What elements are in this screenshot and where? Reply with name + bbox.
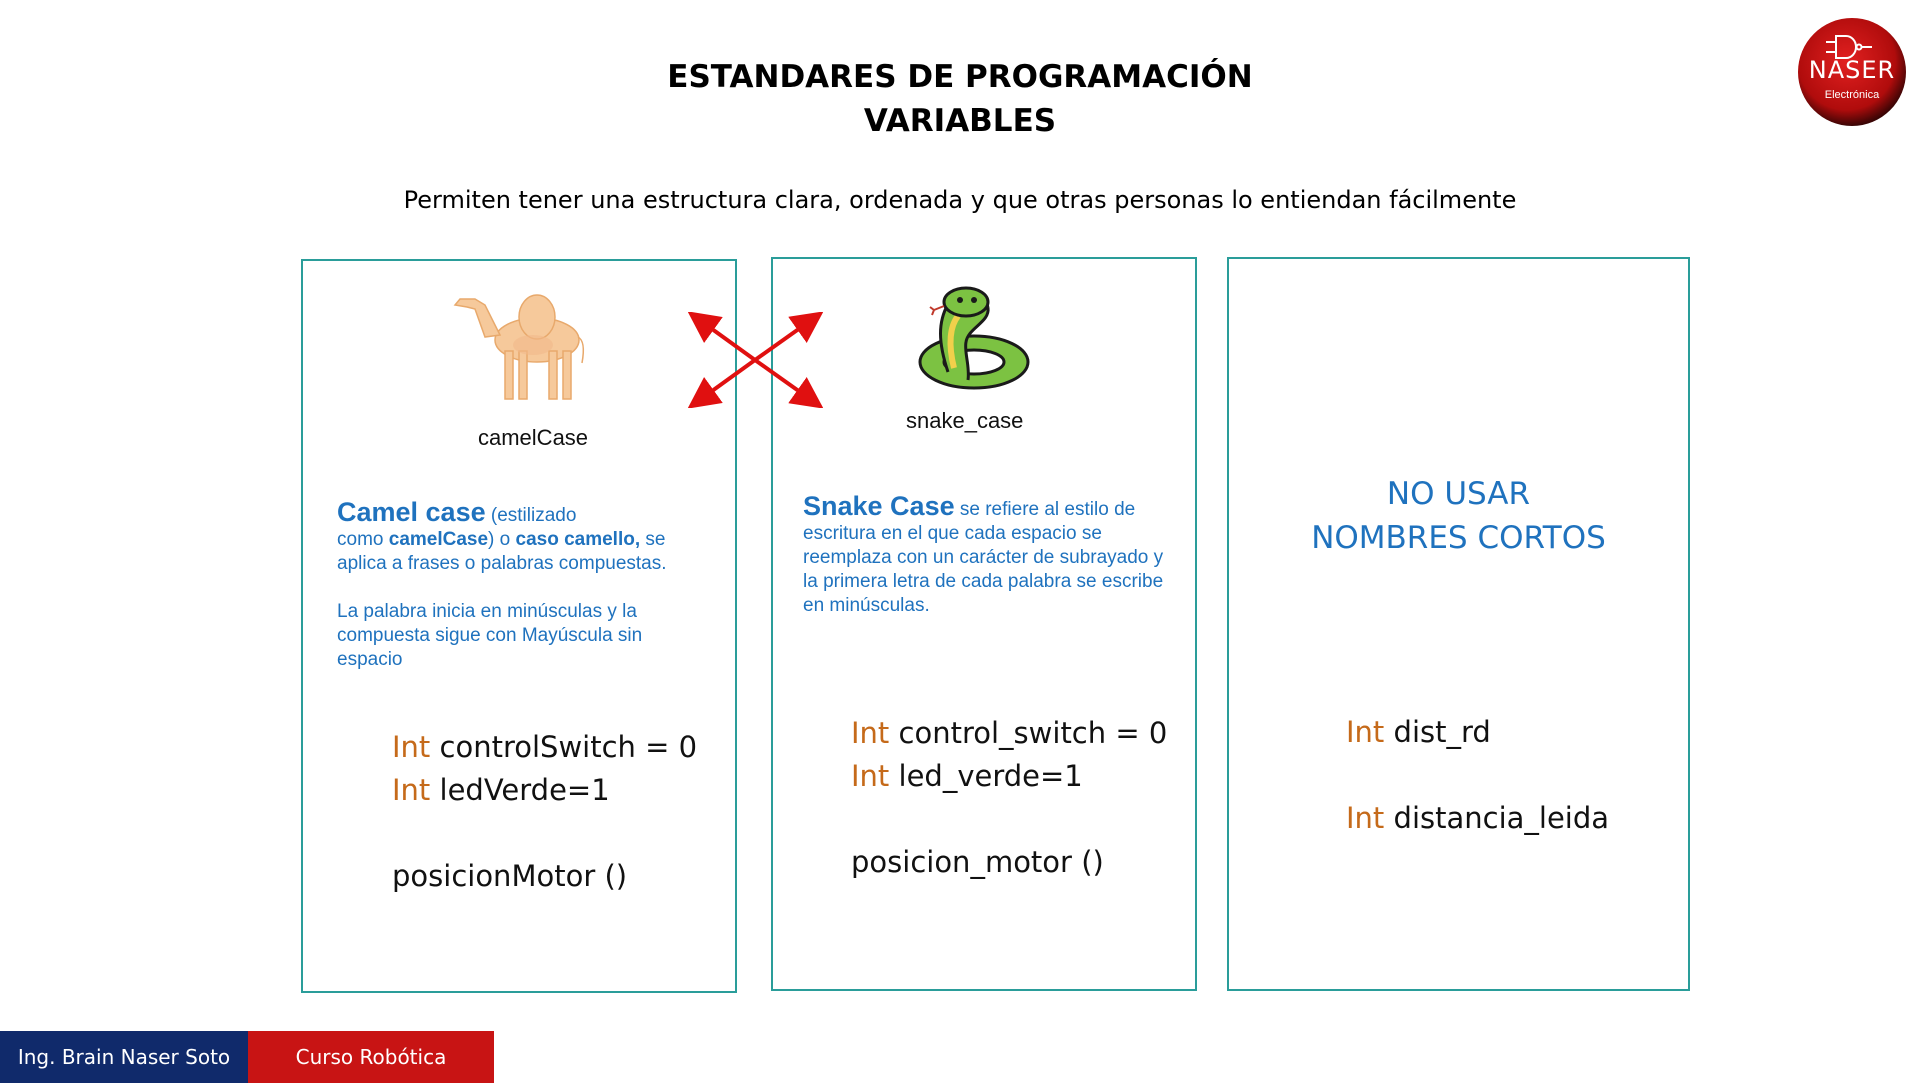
code-text: distancia_leida (1384, 801, 1610, 835)
logo-name: NASER (1808, 56, 1896, 84)
camelcase-label: camelCase (478, 425, 589, 450)
code-text: control_switch = 0 (889, 716, 1168, 750)
camelcase-desc-rule: La palabra inicia en minúsculas y la compuesta sigue con Mayúscula sin espacio (337, 601, 643, 670)
snakecase-code (851, 712, 1167, 884)
short-names-code (1346, 711, 1609, 840)
red-x-arrows-icon (688, 312, 823, 408)
code-text: ledVerde=1 (430, 773, 610, 807)
code-line (1346, 754, 1609, 797)
code-line (851, 798, 1167, 841)
snakecase-label: snake_case (906, 408, 1024, 433)
page-title (0, 55, 1920, 143)
code-line (851, 841, 1167, 884)
camelcase-description (337, 497, 707, 672)
footer-author: Ing. Brain Naser Soto (0, 1031, 248, 1083)
snakecase-desc-text: se refiere al estilo de escritura en el que cada espacio se reemplaza con un carácter de subrayado y la primera letra de cada palabra se escribe en minúsculas. (803, 499, 1164, 616)
code-text: controlSwitch = 0 (430, 730, 698, 764)
code-keyword: Int (1346, 801, 1385, 835)
code-line (851, 712, 1167, 755)
code-keyword: Int (851, 759, 890, 793)
code-line (851, 755, 1167, 798)
code-keyword: Int (392, 730, 431, 764)
camelcase-desc-text: se aplica a frases o palabras compuestas. (337, 529, 667, 574)
snakecase-desc-title: Snake Case (803, 491, 955, 521)
code-keyword: Int (1346, 715, 1385, 749)
no-short-names-line2: NOMBRES CORTOS (1311, 520, 1606, 556)
code-text: dist_rd (1384, 715, 1491, 749)
title-line-2: VARIABLES (863, 103, 1057, 139)
code-text: posicionMotor () (392, 859, 628, 893)
code-line (392, 726, 697, 769)
no-short-names-line1: NO USAR (1386, 476, 1531, 512)
camelcase-desc-title: Camel case (337, 497, 486, 527)
code-line (1346, 797, 1609, 840)
camelcase-code (392, 726, 697, 898)
camelcase-desc-bold: caso camello, (515, 529, 641, 550)
code-line (392, 769, 697, 812)
code-text: posicion_motor () (851, 845, 1104, 879)
logo-sub: Electrónica (1824, 89, 1880, 101)
snakecase-description (803, 491, 1173, 618)
camelcase-desc-text: ) o (488, 529, 516, 550)
code-line (392, 812, 697, 855)
camel-icon (445, 285, 595, 405)
camelcase-desc-text: (estilizado (485, 505, 577, 526)
code-line (1346, 711, 1609, 754)
camelcase-desc-bold: camelCase (388, 529, 489, 550)
no-short-names-heading (1227, 472, 1690, 560)
code-keyword: Int (851, 716, 890, 750)
footer-course: Curso Robótica (248, 1031, 494, 1083)
code-keyword: Int (392, 773, 431, 807)
camelcase-desc-text: como (337, 529, 389, 550)
short-names-panel (1227, 257, 1690, 991)
code-line (392, 855, 697, 898)
title-line-1: ESTANDARES DE PROGRAMACIÓN (667, 59, 1253, 95)
snake-icon (908, 282, 1036, 396)
code-text: led_verde=1 (889, 759, 1083, 793)
subtitle: Permiten tener una estructura clara, ordenada y que otras personas lo entiendan fácilmente (403, 186, 1517, 214)
